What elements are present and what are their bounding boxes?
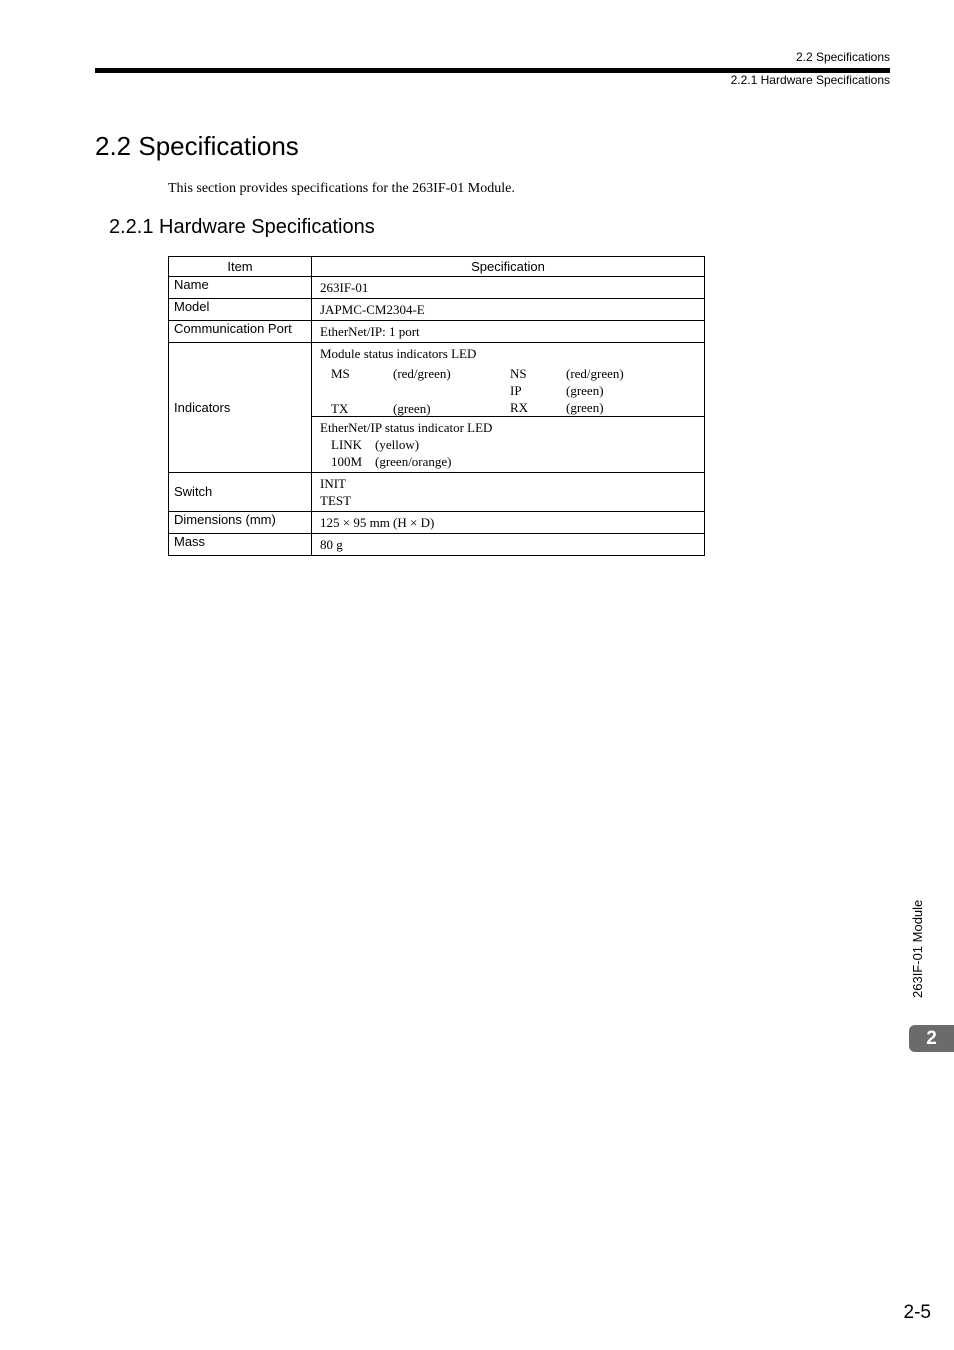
row-label-switch: Switch (169, 473, 312, 512)
row-value-switch (312, 473, 705, 512)
led-color-100m: (green/orange) (375, 454, 452, 469)
led-name-ip: IP (510, 383, 522, 398)
intro-paragraph: This section provides specifications for the 263IF-01 Module. (168, 181, 515, 196)
page-number: 2-5 (903, 1302, 931, 1323)
module-status-heading: Module status indicators LED (320, 346, 477, 361)
row-value-name: 263IF-01 (312, 277, 705, 299)
ethernet-status-heading: EtherNet/IP status indicator LED (320, 420, 493, 435)
table-row (169, 343, 705, 417)
led-name-ns: NS (510, 366, 527, 381)
row-label-indicators: Indicators (169, 343, 312, 473)
running-header-section: 2.2 Specifications (795, 50, 890, 64)
ethernet-status-cell (312, 417, 705, 473)
chapter-tab: 2 (909, 1025, 954, 1052)
section-title: 2.2 Specifications (95, 131, 299, 161)
row-label-model: Model (169, 299, 312, 321)
led-color-rx: (green) (566, 400, 604, 415)
led-name-tx: TX (331, 401, 349, 416)
chapter-side-label: 263IF-01 Module (910, 899, 925, 998)
led-color-tx: (green) (393, 401, 431, 416)
led-color-ms: (red/green) (393, 366, 451, 381)
row-value-mass: 80 g (312, 534, 705, 556)
led-name-ms: MS (331, 366, 350, 381)
table-header-row (169, 257, 705, 277)
led-name-100m: 100M (331, 454, 363, 469)
table-row (169, 299, 705, 321)
table-row (169, 512, 705, 534)
led-row-100m (320, 453, 696, 470)
table-row (169, 321, 705, 343)
module-led-list (320, 362, 696, 414)
row-label-dimensions: Dimensions (mm) (169, 512, 312, 534)
led-row-link (320, 436, 696, 453)
row-value-dimensions: 125 × 95 mm (H × D) (312, 512, 705, 534)
led-color-ip: (green) (566, 383, 604, 398)
switch-test: TEST (320, 493, 352, 508)
row-label-name: Name (169, 277, 312, 299)
led-name-link: LINK (331, 437, 363, 452)
led-name-rx: RX (510, 400, 529, 415)
header-item: Item (169, 257, 312, 277)
row-label-mass: Mass (169, 534, 312, 556)
row-value-model: JAPMC-CM2304-E (312, 299, 705, 321)
table-row (169, 473, 705, 512)
led-color-link: (yellow) (375, 437, 420, 452)
subsection-title: 2.2.1 Hardware Specifications (109, 216, 375, 238)
row-value-comm-port: EtherNet/IP: 1 port (312, 321, 705, 343)
running-header-subsection: 2.2.1 Hardware Specifications (730, 73, 890, 87)
switch-init: INIT (320, 476, 346, 491)
table-row (169, 534, 705, 556)
led-color-ns: (red/green) (566, 366, 624, 381)
hardware-spec-table (168, 256, 705, 556)
row-label-comm-port: Communication Port (169, 321, 312, 343)
module-status-cell (312, 343, 705, 417)
header-specification: Specification (312, 257, 705, 277)
table-row (169, 277, 705, 299)
